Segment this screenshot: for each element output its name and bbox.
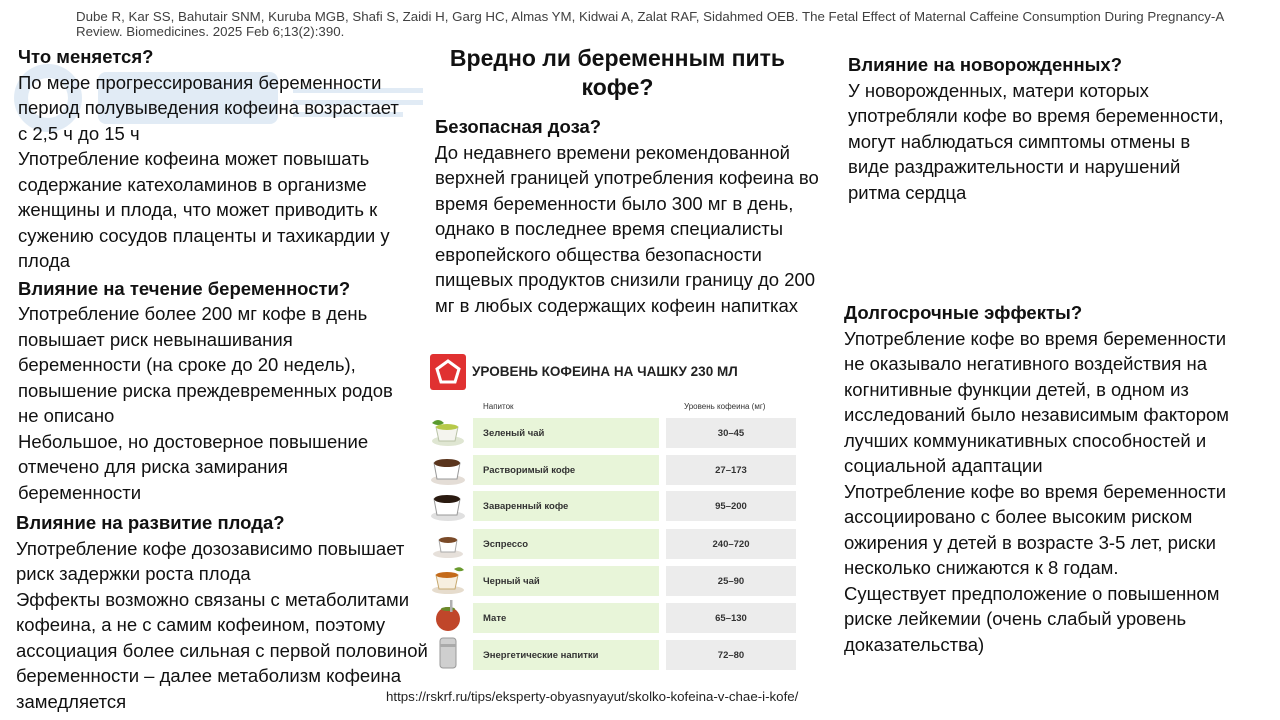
level-cell: 240–720: [666, 529, 796, 559]
course-heading: Влияние на течение беременности?: [18, 277, 351, 299]
safe-dose-heading: Безопасная доза?: [435, 116, 602, 137]
right-column-lower: [844, 300, 1238, 657]
fetal-paragraph-2: Эффекты возможно связаны с метаболитами кофеина, а не с самим кофеином, поэтому ассоциация более сильная с первой половиной беременности – далее метаболизм кофеина замедляется: [16, 588, 428, 712]
table-header-drink: Напиток: [483, 402, 514, 411]
left-column: [18, 44, 428, 505]
drink-cell: Эспрессо: [473, 529, 659, 559]
long-term-heading: Долгосрочные эффекты?: [844, 302, 1083, 323]
pentagon-icon: [430, 354, 466, 390]
espresso-icon: [428, 527, 468, 561]
table-header-level: Уровень кофеина (мг): [684, 402, 766, 411]
newborn-paragraph: У новорожденных, матери которых употребляли кофе во время беременности, могут наблюдаться симптомы отмены в виде раздражительности и нарушений ритма сердца: [848, 79, 1224, 203]
drink-cell: Энергетические напитки: [473, 640, 659, 670]
black-tea-icon: [428, 563, 468, 597]
long-term-paragraph-3: Существует предположение о повышенном риске лейкемии (очень слабый уровень доказательства): [844, 582, 1220, 655]
level-cell: 95–200: [666, 491, 796, 521]
brewed-coffee-icon: [428, 489, 468, 523]
course-paragraph-1: Употребление более 200 мг кофе в день повышает риск невынашивания беременности (на сроке до 20 недель), повышение риска преждевременных родов не описано: [18, 303, 393, 426]
long-term-paragraph-2: Употребление кофе во время беременности ассоциировано с более высоким риском ожирения у детей в возрасте 3-5 лет, риски несколько снижаются к 8 годам.: [844, 480, 1227, 578]
table-logo: [430, 354, 466, 390]
level-cell: 65–130: [666, 603, 796, 633]
instant-coffee-icon: [428, 453, 468, 487]
table-title: УРОВЕНЬ КОФЕИНА НА ЧАШКУ 230 МЛ: [472, 364, 738, 379]
safe-dose-paragraph: До недавнего времени рекомендованной верхней границей употребления кофеина во время беременности было 300 мг в день, однако в последнее время специалисты европейского общества безопасности пищевых продуктов снизили границу до 200 мг в любых содержащих кофеин напитках: [435, 141, 819, 316]
course-paragraph-2: Небольшое, но достоверное повышение отмечено для риска замирания беременности: [18, 430, 369, 503]
changes-heading: Что меняется?: [18, 46, 154, 67]
level-cell: 72–80: [666, 640, 796, 670]
drink-cell: Черный чай: [473, 566, 659, 596]
changes-paragraph-1: По мере прогрессирования беременности период полувыведения кофеина возрастает с 2,5 ч до 15 ч: [18, 71, 399, 144]
level-cell: 27–173: [666, 455, 796, 485]
level-cell: 25–90: [666, 566, 796, 596]
drink-cell: Заваренный кофе: [473, 491, 659, 521]
fetal-heading: Влияние на развитие плода?: [16, 512, 285, 533]
drink-cell: Растворимый кофе: [473, 455, 659, 485]
green-tea-icon: [428, 415, 468, 449]
citation: Dube R, Kar SS, Bahutair SNM, Kuruba MGB, Shafi S, Zaidi H, Garg HC, Almas YM, Kidwai A, Zalat RAF, Sidahmed OEB. The Fetal Effect of Maternal Caffeine Consumption During Pregnancy-A Review. Biomedicines. 2025 Feb 6;13(2):390.: [76, 9, 1224, 39]
source-link[interactable]: https://rskrf.ru/tips/eksperty-obyasnyayut/skolko-kofeina-v-chae-i-kofe/: [386, 689, 799, 704]
changes-paragraph-2: Употребление кофеина может повышать содержание катехоламинов в организме женщины и плода, что может приводить к сужению сосудов плаценты и тахикардии у плода: [18, 148, 390, 271]
energy-drink-can-icon: [428, 636, 468, 670]
long-term-paragraph-1: Употребление кофе во время беременности не оказывало негативного воздействия на когнитивные функции детей, в одном из исследований было независимым фактором лучших коммуникативных способностей и социальной адаптации: [844, 327, 1230, 476]
left-column-lower: [16, 510, 434, 714]
fetal-paragraph-1: Употребление кофе дозозависимо повышает риск задержки роста плода: [16, 537, 405, 584]
drink-cell: Мате: [473, 603, 659, 633]
middle-column: [435, 114, 830, 318]
level-cell: 30–45: [666, 418, 796, 448]
drink-cell: Зеленый чай: [473, 418, 659, 448]
right-column: [848, 52, 1238, 205]
newborn-heading: Влияние на новорожденных?: [848, 54, 1123, 75]
mate-icon: [428, 600, 468, 634]
page-title: Вредно ли беременным пить кофе?: [449, 45, 786, 100]
